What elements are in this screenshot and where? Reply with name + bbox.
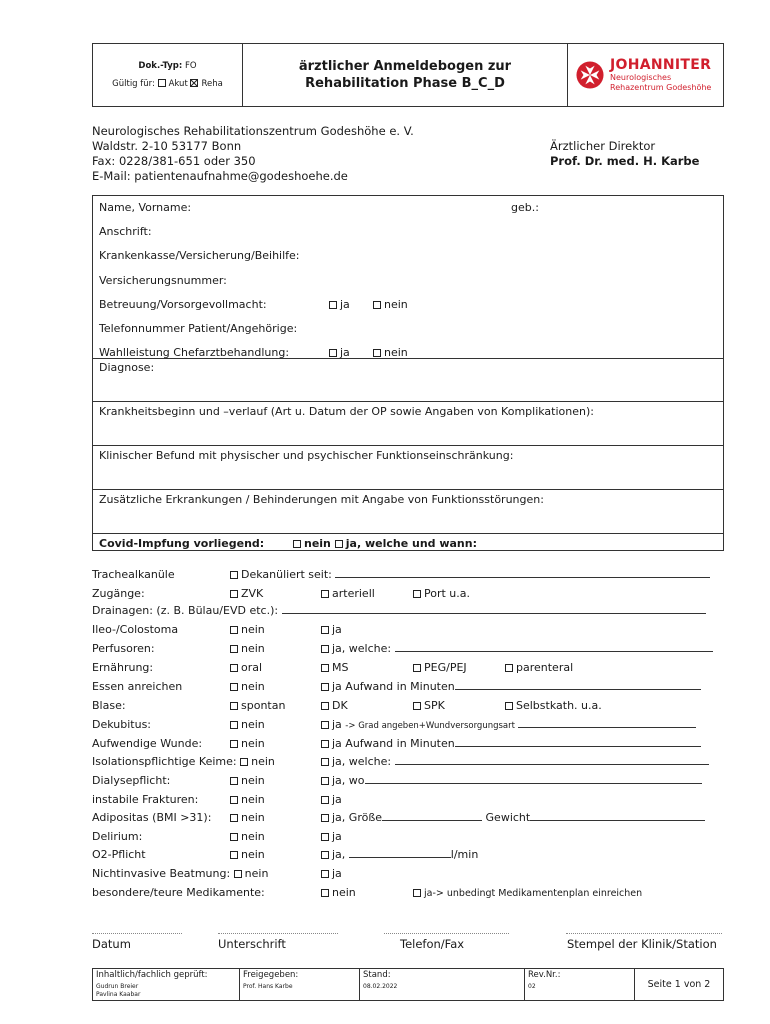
zvk-label: ZVK — [241, 587, 264, 600]
guardianship-label: Betreuung/Vorsorgevollmacht: — [99, 298, 267, 311]
feeding-no-label: nein — [241, 680, 265, 693]
director-title: Ärztlicher Direktor — [550, 139, 656, 153]
selfcath-label: Selbstkath. u.a. — [516, 699, 602, 712]
decubitus-no-label: nein — [241, 718, 265, 731]
reha-checkbox-checked[interactable] — [190, 79, 198, 87]
o2-unit-label: l/min — [450, 848, 479, 861]
chief-doctor-yes-checkbox[interactable] — [329, 349, 337, 357]
wound-yes-checkbox[interactable] — [321, 740, 329, 748]
document-title — [243, 44, 568, 106]
covid-label: Covid-Impfung vorliegend: — [99, 537, 265, 550]
wound-no-label: nein — [241, 737, 265, 750]
signature-line[interactable] — [218, 933, 338, 934]
delirium-no-label: nein — [241, 830, 265, 843]
isolation-no-checkbox[interactable] — [240, 758, 248, 766]
insurance-field[interactable] — [99, 249, 300, 262]
johanniter-logo — [568, 44, 723, 106]
dialysis-no-label: nein — [241, 774, 265, 787]
meds-yes-label: ja-> unbedingt Medikamentenplan einreichen — [424, 888, 643, 899]
stamp-label: Stempel der Klinik/Station — [567, 937, 717, 951]
o2-no-checkbox[interactable] — [230, 851, 238, 859]
perfusors-no-checkbox[interactable] — [230, 645, 238, 653]
document-header — [92, 43, 724, 107]
niv-label: Nichtinvasive Beatmung: — [92, 867, 231, 880]
access-label: Zugänge: — [92, 587, 145, 600]
delirium-label: Delirium: — [92, 830, 143, 843]
trach-label: Trachealkanüle — [92, 568, 175, 581]
feeding-no-checkbox[interactable] — [230, 683, 238, 691]
spk-checkbox[interactable] — [413, 702, 421, 710]
perfusors-input[interactable] — [395, 643, 713, 652]
ileo-yes-label: ja — [332, 623, 342, 636]
feeding-yes-label: ja Aufwand in Minuten — [332, 680, 455, 693]
onset-field[interactable] — [99, 405, 594, 418]
spk-label: SPK — [424, 699, 445, 712]
meds-no-label: nein — [332, 886, 356, 899]
logo-sub-2: Rehazentrum Godeshöhe — [610, 83, 712, 92]
delirium-no-checkbox[interactable] — [230, 833, 238, 841]
phone-label: Telefonnummer Patient/Angehörige: — [99, 322, 298, 335]
decubitus-no-checkbox[interactable] — [230, 721, 238, 729]
name-label: Name, Vorname: — [99, 201, 192, 214]
address-line-1: Neurologisches Rehabilitationszentrum Godeshöhe e. V. — [92, 124, 414, 138]
insurance-number-label: Versicherungsnummer: — [99, 274, 227, 287]
ms-label: MS — [332, 661, 349, 674]
chief-doctor-no-label: nein — [384, 346, 408, 359]
bladder-label: Blase: — [92, 699, 126, 712]
dialysis-no-checkbox[interactable] — [230, 777, 238, 785]
guardianship-field — [99, 298, 267, 311]
footer-revision — [525, 969, 635, 1000]
insurance-number-field[interactable] — [99, 274, 227, 287]
arterial-checkbox[interactable] — [321, 590, 329, 598]
o2-yes-label: ja, — [332, 848, 346, 861]
guardianship-yes-checkbox[interactable] — [329, 301, 337, 309]
state-value: 08.02.2022 — [363, 983, 398, 990]
released-label: Freigegeben: — [243, 970, 299, 980]
rev-label: Rev.Nr.: — [528, 970, 561, 980]
chief-doctor-yes-label: ja — [340, 346, 350, 359]
acute-checkbox[interactable] — [158, 79, 166, 87]
footer-state — [360, 969, 525, 1000]
isolation-no-label: nein — [251, 755, 275, 768]
decubitus-hint: -> Grad angeben+Wundversorgungsart — [345, 721, 515, 731]
additional-conditions-label: Zusätzliche Erkrankungen / Behinderungen mit Angabe von Funktionsstörungen: — [99, 493, 544, 506]
doc-type-value: FO — [184, 61, 197, 71]
insurance-label: Krankenkasse/Versicherung/Beihilfe: — [99, 249, 300, 262]
birth-label: geb.: — [511, 201, 539, 214]
nutrition-label: Ernährung: — [92, 661, 154, 674]
fractures-no-checkbox[interactable] — [230, 796, 238, 804]
additional-conditions-field[interactable] — [99, 493, 544, 506]
fractures-yes-checkbox[interactable] — [321, 796, 329, 804]
address-line-3: Fax: 0228/381-651 oder 350 — [92, 154, 256, 168]
adiposity-label: Adipositas (BMI >31): — [92, 811, 212, 824]
parenteral-checkbox[interactable] — [505, 664, 513, 672]
fractures-label: instabile Frakturen: — [92, 793, 199, 806]
drain-input[interactable] — [282, 605, 706, 614]
feeding-label: Essen anreichen — [92, 680, 183, 693]
dk-label: DK — [332, 699, 348, 712]
address-line-4: E-Mail: patientenaufnahme@godeshoehe.de — [92, 169, 348, 183]
checked-name-1: Gudrun Breier — [96, 983, 139, 990]
selfcath-checkbox[interactable] — [505, 702, 513, 710]
perfusors-yes-checkbox[interactable] — [321, 645, 329, 653]
perfusors-yes-label: ja, welche: — [332, 642, 392, 655]
footer-page — [635, 969, 723, 1000]
chief-doctor-no-checkbox[interactable] — [373, 349, 381, 357]
checked-name-2: Pavlina Kaabar — [96, 991, 141, 998]
ileo-label: Ileo-/Colostoma — [92, 623, 179, 636]
title-line-2: Rehabilitation Phase B_C_D — [305, 76, 505, 91]
adiposity-no-checkbox[interactable] — [230, 814, 238, 822]
clinic-address — [92, 124, 414, 184]
director-name: Prof. Dr. med. H. Karbe — [550, 154, 700, 168]
o2-rate-input[interactable] — [349, 849, 451, 858]
niv-no-label: nein — [244, 867, 269, 880]
chief-doctor-label: Wahlleistung Chefarztbehandlung: — [99, 346, 290, 359]
reha-label: Reha — [201, 79, 223, 89]
feeding-minutes-input[interactable] — [455, 681, 701, 690]
isolation-input[interactable] — [395, 756, 709, 765]
address-line-2: Waldstr. 2-10 53177 Bonn — [92, 139, 242, 153]
wound-minutes-input[interactable] — [455, 738, 701, 747]
diagnosis-label: Diagnose: — [99, 361, 155, 374]
decubitus-input[interactable] — [518, 719, 696, 728]
divider — [93, 358, 723, 359]
o2-yes-checkbox[interactable] — [321, 851, 329, 859]
divider — [93, 445, 723, 446]
meds-label: besondere/teure Medikamente: — [92, 886, 265, 899]
ms-checkbox[interactable] — [321, 664, 329, 672]
medical-director — [550, 139, 699, 169]
spontan-checkbox[interactable] — [230, 702, 238, 710]
fractures-yes-label: ja — [332, 793, 342, 806]
adiposity-yes-checkbox[interactable] — [321, 814, 329, 822]
peg-checkbox[interactable] — [413, 664, 421, 672]
decubitus-yes-checkbox[interactable] — [321, 721, 329, 729]
meds-no-checkbox[interactable] — [321, 889, 329, 897]
adiposity-no-label: nein — [241, 811, 265, 824]
dk-checkbox[interactable] — [321, 702, 329, 710]
meds-yes-checkbox[interactable] — [413, 889, 421, 897]
wound-label: Aufwendige Wunde: — [92, 737, 203, 750]
trach-checkbox[interactable] — [230, 571, 238, 579]
niv-yes-checkbox[interactable] — [321, 870, 329, 878]
port-checkbox[interactable] — [413, 590, 421, 598]
perfusors-no-label: nein — [241, 642, 265, 655]
delirium-yes-checkbox[interactable] — [321, 833, 329, 841]
trach-date-input[interactable] — [335, 569, 710, 578]
address-label: Anschrift: — [99, 225, 152, 238]
document-footer — [92, 968, 724, 1001]
ileo-no-checkbox[interactable] — [230, 626, 238, 634]
dialysis-input[interactable] — [365, 775, 702, 784]
clinical-findings-field[interactable] — [99, 449, 513, 462]
divider — [93, 489, 723, 490]
stamp-line[interactable] — [566, 933, 722, 934]
wound-no-checkbox[interactable] — [230, 740, 238, 748]
divider — [93, 401, 723, 402]
guardianship-yes-label: ja — [340, 298, 350, 311]
date-signature-line[interactable] — [92, 933, 182, 934]
logo-sub-1: Neurologisches — [610, 73, 672, 82]
covid-no-checkbox[interactable] — [293, 540, 301, 548]
footer-checked — [93, 969, 240, 1000]
spontan-label: spontan — [241, 699, 286, 712]
peg-label: PEG/PEJ — [424, 661, 467, 674]
rev-value: 02 — [528, 983, 536, 990]
divider — [93, 533, 723, 534]
logo-brand: JOHANNITER — [610, 57, 712, 73]
height-input[interactable] — [382, 812, 482, 821]
valid-for-label: Gültig für: — [112, 79, 155, 89]
zvk-checkbox[interactable] — [230, 590, 238, 598]
maltese-cross-icon — [576, 61, 604, 89]
diagnosis-field[interactable] — [99, 361, 154, 374]
address-field[interactable] — [99, 225, 152, 238]
acute-label: Akut — [168, 79, 188, 89]
isolation-yes-checkbox[interactable] — [321, 758, 329, 766]
doc-type-cell — [93, 44, 243, 106]
covid-field — [99, 537, 264, 550]
name-field[interactable] — [99, 201, 191, 214]
guardianship-no-checkbox[interactable] — [373, 301, 381, 309]
weight-input[interactable] — [530, 812, 705, 821]
onset-label: Krankheitsbeginn und –verlauf (Art u. Datum der OP sowie Angaben von Komplikationen): — [99, 405, 594, 418]
patient-form — [92, 195, 724, 551]
ileo-yes-checkbox[interactable] — [321, 626, 329, 634]
adiposity-size-label: ja, Größe — [332, 811, 383, 824]
decubitus-label: Dekubitus: — [92, 718, 152, 731]
trach-opt-label: Dekanüliert seit: — [241, 568, 332, 581]
o2-label: O2-Pflicht — [92, 848, 146, 861]
footer-released — [240, 969, 360, 1000]
arterial-label: arteriell — [332, 587, 375, 600]
dialysis-yes-checkbox[interactable] — [321, 777, 329, 785]
weight-label: Gewicht — [485, 811, 531, 824]
o2-no-label: nein — [241, 848, 265, 861]
date-label: Datum — [92, 937, 131, 951]
oral-label: oral — [241, 661, 263, 674]
niv-no-checkbox[interactable] — [234, 870, 242, 878]
doc-type-label: Dok.-Typ: — [138, 61, 183, 71]
parenteral-label: parenteral — [516, 661, 574, 674]
signature-label: Unterschrift — [218, 937, 286, 951]
released-name: Prof. Hans Karbe — [243, 983, 293, 990]
phone-fax-label: Telefon/Fax — [400, 937, 465, 951]
isolation-label: Isolationspflichtige Keime: — [92, 755, 237, 768]
oral-checkbox[interactable] — [230, 664, 238, 672]
dialysis-yes-label: ja, wo — [332, 774, 365, 787]
page-number: Seite 1 von 2 — [647, 979, 711, 990]
perfusors-label: Perfusoren: — [92, 642, 155, 655]
phone-fax-line[interactable] — [384, 933, 509, 934]
checked-label: Inhaltlich/fachlich geprüft: — [96, 970, 208, 980]
covid-yes-label: ja, welche und wann: — [345, 537, 477, 550]
isolation-yes-label: ja, welche: — [332, 755, 392, 768]
covid-yes-checkbox[interactable] — [335, 540, 343, 548]
covid-no-label: nein — [304, 537, 331, 550]
clinical-findings-label: Klinischer Befund mit physischer und psychischer Funktionseinschränkung: — [99, 449, 514, 462]
ileo-no-label: nein — [241, 623, 265, 636]
niv-yes-label: ja — [332, 867, 342, 880]
decubitus-yes-label: ja — [332, 718, 342, 731]
phone-field[interactable] — [99, 322, 297, 335]
state-label: Stand: — [363, 970, 391, 980]
guardianship-no-label: nein — [384, 298, 408, 311]
feeding-yes-checkbox[interactable] — [321, 683, 329, 691]
fractures-no-label: nein — [241, 793, 265, 806]
delirium-yes-label: ja — [332, 830, 342, 843]
port-label: Port u.a. — [424, 587, 471, 600]
drain-label: Drainagen: (z. B. Bülau/EVD etc.): — [92, 604, 279, 617]
dialysis-label: Dialysepflicht: — [92, 774, 171, 787]
wound-yes-label: ja Aufwand in Minuten — [332, 737, 455, 750]
birth-field[interactable] — [511, 201, 539, 214]
title-line-1: ärztlicher Anmeldebogen zur — [298, 59, 512, 74]
